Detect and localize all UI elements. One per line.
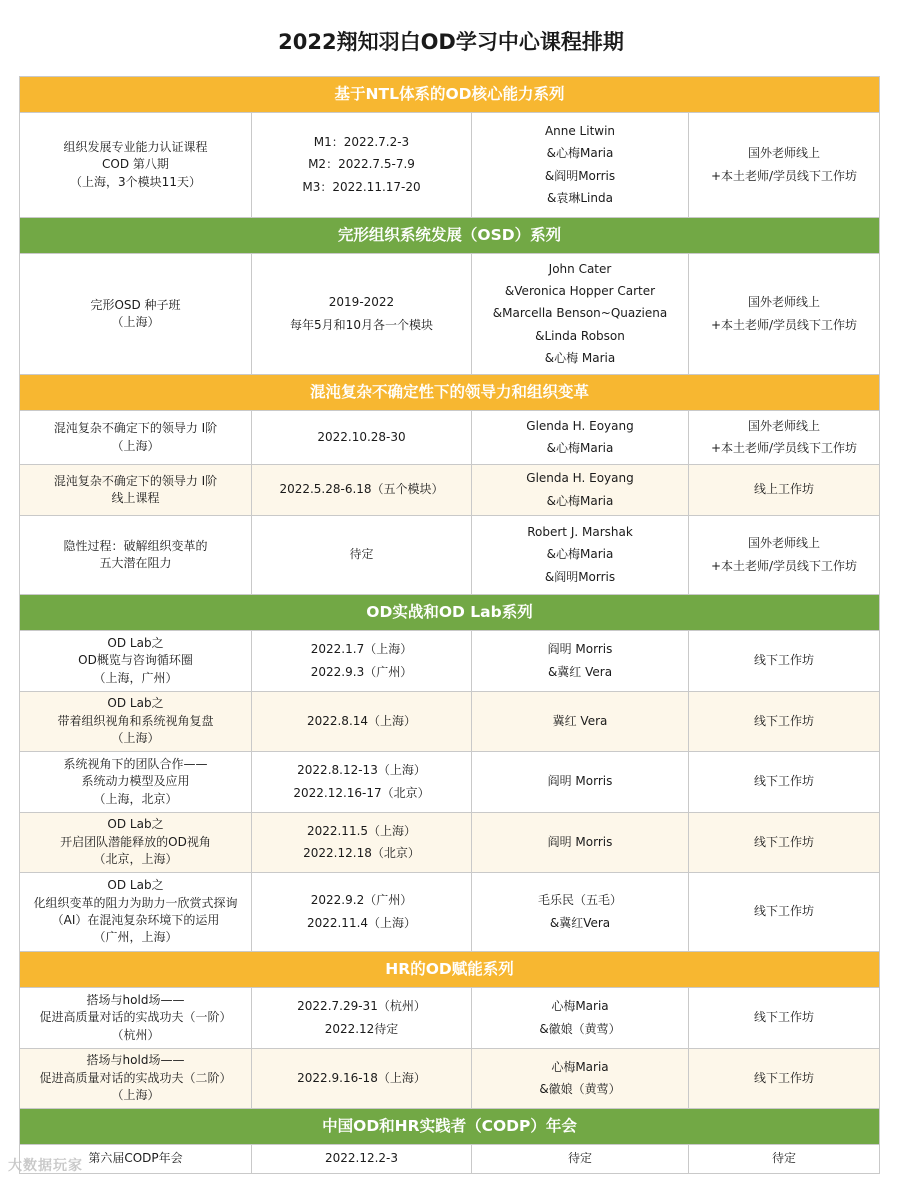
course-row xyxy=(20,113,880,218)
course-teachers-line: 心梅Maria xyxy=(551,999,609,1014)
course-teachers-line: 心梅Maria xyxy=(551,1059,609,1074)
course-dates-cell xyxy=(252,988,472,1049)
course-teachers-cell xyxy=(472,516,689,595)
course-format-line: 国外老师线上 xyxy=(748,146,821,161)
course-format-cell xyxy=(689,465,880,516)
course-teachers-line: 阎明 Morris xyxy=(547,642,613,657)
course-dates-cell xyxy=(252,465,472,516)
course-teachers-line: &冀红 Vera xyxy=(547,664,613,679)
course-teachers-line: &袁琳Linda xyxy=(547,190,613,205)
course-teachers-line: John Cater xyxy=(548,261,612,276)
course-teachers-line: &心梅 Maria xyxy=(544,351,616,366)
course-dates-line: 2022.9.16-18（上海） xyxy=(297,1070,426,1085)
course-teachers-cell xyxy=(472,631,689,692)
course-teachers-line: &徽娘（黄莺） xyxy=(539,1082,621,1096)
course-dates-cell xyxy=(252,813,472,873)
course-teachers-cell xyxy=(472,752,689,813)
course-dates-line: 2022.7.29-31（杭州） xyxy=(297,999,426,1014)
course-schedule-table xyxy=(19,76,880,1174)
course-format-cell xyxy=(689,692,880,752)
course-name-line: （北京，上海） xyxy=(93,852,178,867)
course-dates-cell xyxy=(252,1145,472,1174)
section-title: OD实战和OD Lab系列 xyxy=(20,595,880,631)
course-dates-line: M2：2022.7.5-7.9 xyxy=(308,157,415,172)
section-header-row xyxy=(20,595,880,631)
course-teachers-line: &Linda Robson xyxy=(535,328,625,343)
course-dates-cell xyxy=(252,113,472,218)
course-dates-cell xyxy=(252,631,472,692)
course-row xyxy=(20,692,880,752)
course-teachers-line: Glenda H. Eoyang xyxy=(526,471,634,486)
course-teachers-line: &阎明Morris xyxy=(544,569,616,584)
course-name-line: 第六届CODP年会 xyxy=(88,1151,183,1166)
course-name-line: （杭州） xyxy=(111,1027,160,1042)
course-row xyxy=(20,752,880,813)
course-format-cell xyxy=(689,873,880,952)
course-format-line: 线下工作坊 xyxy=(754,653,815,668)
section-title: 完形组织系统发展（OSD）系列 xyxy=(20,218,880,254)
course-name-line: 系统视角下的团队合作—— xyxy=(63,756,208,771)
course-name-line: 五大潜在阻力 xyxy=(99,556,172,570)
course-teachers-line: &阎明Morris xyxy=(544,168,616,183)
course-format-cell xyxy=(689,113,880,218)
course-name-line: OD Lab之 xyxy=(107,878,164,893)
course-name-line: 化组织变革的阻力为助力一欣赏式探询 xyxy=(33,895,238,910)
course-format-cell xyxy=(689,813,880,873)
course-format-line: 国外老师线上 xyxy=(748,295,821,310)
course-dates-line: 2019-2022 xyxy=(328,295,395,310)
course-name-cell xyxy=(20,752,252,813)
course-teachers-line: &心梅Maria xyxy=(546,493,614,508)
section-header-row xyxy=(20,375,880,411)
course-name-cell xyxy=(20,813,252,873)
course-teachers-line: &Marcella Benson~Quaziena xyxy=(492,306,668,321)
section-title: HR的OD赋能系列 xyxy=(20,952,880,988)
course-teachers-cell xyxy=(472,692,689,752)
course-name-cell xyxy=(20,254,252,375)
course-format-line: 线上工作坊 xyxy=(754,482,815,497)
course-name-line: （上海） xyxy=(111,1088,160,1103)
course-row xyxy=(20,631,880,692)
course-teachers-cell xyxy=(472,1145,689,1174)
course-name-cell xyxy=(20,873,252,952)
course-format-cell xyxy=(689,516,880,595)
course-row xyxy=(20,254,880,375)
course-format-line: 国外老师线上 xyxy=(748,418,821,433)
course-teachers-cell xyxy=(472,873,689,952)
section-header-row xyxy=(20,77,880,113)
course-teachers-line: &心梅Maria xyxy=(546,547,614,562)
course-dates-line: 2022.12待定 xyxy=(324,1021,399,1036)
course-teachers-line: Glenda H. Eoyang xyxy=(526,418,634,433)
course-dates-line: 2022.11.4（上海） xyxy=(306,915,417,930)
course-dates-line: M1：2022.7.2-3 xyxy=(313,134,410,149)
course-name-line: OD Lab之 xyxy=(107,817,164,832)
course-teachers-cell xyxy=(472,113,689,218)
course-name-cell xyxy=(20,1049,252,1109)
course-name-line: 搭场与hold场—— xyxy=(86,1053,185,1068)
course-name-line: 开启团队潜能释放的OD视角 xyxy=(60,834,211,849)
course-name-line: OD Lab之 xyxy=(107,696,164,711)
course-name-line: 促进高质量对话的实战功夫（二阶） xyxy=(39,1070,232,1085)
course-name-line: （广州，上海） xyxy=(93,930,178,945)
course-name-line: （上海） xyxy=(111,315,160,329)
course-format-line: +本土老师/学员线下工作坊 xyxy=(710,317,858,332)
course-format-line: 国外老师线上 xyxy=(748,536,821,551)
section-header-row xyxy=(20,1109,880,1145)
course-name-line: 线上课程 xyxy=(111,491,160,505)
course-name-line: OD概览与咨询循环圈 xyxy=(78,653,193,668)
course-dates-line: 2022.9.2（广州） xyxy=(310,893,413,908)
course-format-cell xyxy=(689,254,880,375)
page-title: 2022翔知羽白OD学习中心课程排期 xyxy=(278,30,624,54)
course-name-cell xyxy=(20,692,252,752)
section-title: 基于NTL体系的OD核心能力系列 xyxy=(20,77,880,113)
course-name-line: （上海，3个模块11天） xyxy=(70,174,201,189)
course-teachers-line: 阎明 Morris xyxy=(547,774,613,789)
course-format-cell xyxy=(689,631,880,692)
section-header-row xyxy=(20,952,880,988)
course-name-line: （上海） xyxy=(111,731,160,746)
course-dates-cell xyxy=(252,752,472,813)
course-name-line: 完形OSD 种子班 xyxy=(90,297,181,312)
course-dates-line: 2022.11.5（上海） xyxy=(306,823,417,838)
course-name-cell xyxy=(20,411,252,465)
course-dates-cell xyxy=(252,1049,472,1109)
watermark: 大数据玩家 xyxy=(8,1158,83,1174)
course-name-line: 组织发展专业能力认证课程 xyxy=(63,139,208,154)
course-teachers-cell xyxy=(472,465,689,516)
course-name-line: 混沌复杂不确定下的领导力 I阶 xyxy=(53,473,218,488)
course-teachers-cell xyxy=(472,254,689,375)
course-name-line: （上海，北京） xyxy=(93,791,178,806)
course-format-cell xyxy=(689,752,880,813)
course-row xyxy=(20,873,880,952)
course-teachers-line: &冀红Vera xyxy=(549,915,611,930)
course-name-cell xyxy=(20,988,252,1049)
course-name-cell xyxy=(20,631,252,692)
course-teachers-cell xyxy=(472,988,689,1049)
course-name-line: 促进高质量对话的实战功夫（一阶） xyxy=(39,1010,232,1025)
course-format-line: 线下工作坊 xyxy=(754,1010,815,1025)
course-dates-line: 2022.9.3（广州） xyxy=(310,664,413,679)
course-teachers-line: &心梅Maria xyxy=(546,146,614,161)
course-name-line: OD Lab之 xyxy=(107,635,164,650)
course-format-line: 待定 xyxy=(772,1151,797,1166)
course-dates-line: 2022.8.14（上海） xyxy=(306,713,417,728)
course-dates-line: M3：2022.11.17-20 xyxy=(302,179,421,194)
course-teachers-cell xyxy=(472,1049,689,1109)
course-teachers-line: &心梅Maria xyxy=(546,441,614,455)
course-dates-cell xyxy=(252,254,472,375)
section-title: 中国OD和HR实践者（CODP）年会 xyxy=(20,1109,880,1145)
course-format-line: 线下工作坊 xyxy=(754,904,815,919)
course-dates-line: 2022.10.28-30 xyxy=(317,429,406,444)
course-dates-line: 2022.5.28-6.18（五个模块） xyxy=(279,482,444,497)
course-dates-line: 2022.1.7（上海） xyxy=(310,642,413,657)
course-row xyxy=(20,516,880,595)
course-teachers-cell xyxy=(472,411,689,465)
course-format-cell xyxy=(689,988,880,1049)
course-format-line: +本土老师/学员线下工作坊 xyxy=(710,168,858,183)
course-row xyxy=(20,1145,880,1174)
course-dates-line: 2022.12.16-17（北京） xyxy=(293,785,430,800)
course-row xyxy=(20,411,880,465)
course-dates-line: 2022.12.2-3 xyxy=(324,1151,399,1166)
course-format-line: 线下工作坊 xyxy=(754,713,815,728)
course-name-cell xyxy=(20,465,252,516)
course-teachers-line: 待定 xyxy=(567,1151,592,1166)
course-name-line: 混沌复杂不确定下的领导力 I阶 xyxy=(53,421,218,436)
course-teachers-line: &徽娘（黄莺） xyxy=(539,1021,621,1036)
course-format-line: 线下工作坊 xyxy=(754,774,815,789)
course-dates-cell xyxy=(252,411,472,465)
course-name-line: （上海，广州） xyxy=(93,670,178,685)
course-row xyxy=(20,1049,880,1109)
section-header-row xyxy=(20,218,880,254)
course-name-line: 带着组织视角和系统视角复盘 xyxy=(57,713,214,728)
course-format-line: 线下工作坊 xyxy=(754,834,815,849)
section-title: 混沌复杂不确定性下的领导力和组织变革 xyxy=(20,375,880,411)
course-teachers-line: Anne Litwin xyxy=(544,123,616,138)
course-row xyxy=(20,465,880,516)
course-dates-cell xyxy=(252,692,472,752)
course-row xyxy=(20,988,880,1049)
course-name-line: 搭场与hold场—— xyxy=(86,992,185,1007)
course-name-cell xyxy=(20,516,252,595)
course-row xyxy=(20,813,880,873)
course-format-line: 线下工作坊 xyxy=(754,1070,815,1085)
course-teachers-line: Robert J. Marshak xyxy=(527,524,633,539)
course-dates-cell xyxy=(252,873,472,952)
course-format-line: +本土老师/学员线下工作坊 xyxy=(710,441,858,455)
course-teachers-line: 毛乐民（五毛） xyxy=(537,893,622,908)
course-format-cell xyxy=(689,411,880,465)
course-teachers-line: 冀红 Vera xyxy=(552,713,608,728)
course-teachers-line: 阎明 Morris xyxy=(547,834,613,849)
course-name-line: （AI）在混沌复杂环境下的运用 xyxy=(51,913,220,927)
course-dates-line: 每年5月和10月各一个模块 xyxy=(290,317,433,332)
course-dates-line: 待定 xyxy=(349,547,374,562)
course-dates-line: 2022.12.18（北京） xyxy=(303,846,420,860)
course-name-cell xyxy=(20,113,252,218)
course-format-cell xyxy=(689,1145,880,1174)
course-name-line: 隐性过程：破解组织变革的 xyxy=(63,538,208,553)
course-teachers-line: &Veronica Hopper Carter xyxy=(504,283,656,298)
course-dates-cell xyxy=(252,516,472,595)
course-format-line: +本土老师/学员线下工作坊 xyxy=(710,558,858,573)
course-dates-line: 2022.8.12-13（上海） xyxy=(297,763,426,778)
course-name-line: 系统动力模型及应用 xyxy=(81,774,190,789)
course-name-line: （上海） xyxy=(111,438,160,453)
course-name-line: COD 第八期 xyxy=(102,157,169,172)
course-format-cell xyxy=(689,1049,880,1109)
course-teachers-cell xyxy=(472,813,689,873)
